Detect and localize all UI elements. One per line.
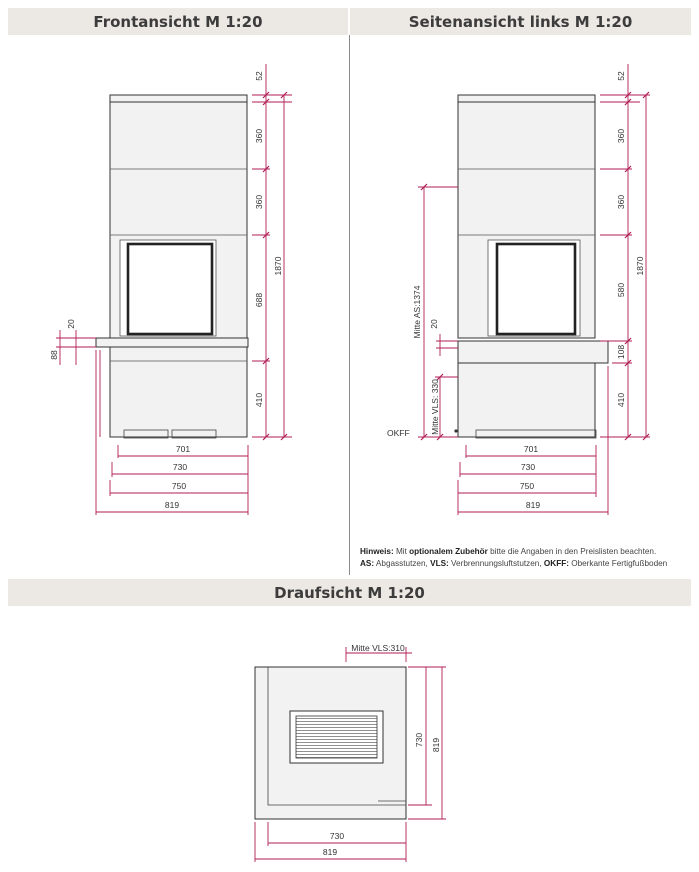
note-okff-text: Oberkante Fertigfußboden [568,559,668,568]
note-text-1: Mit [393,547,410,556]
side-air-center: Mitte VLS: 330 [430,379,440,435]
note-zubehoer: optionalem Zubehör [409,547,488,556]
note-line-1 [360,547,656,556]
side-glass-door [497,244,575,334]
front-height-base: 410 [254,392,264,408]
note-vls-text: Verbrennungsluftstutzen, [448,559,544,568]
side-width-1: 701 [523,444,539,454]
side-height-seg3: 580 [616,282,626,298]
front-view-title: Frontansicht M 1:20 [93,12,263,31]
note-text-2: bitte die Angaben in den Preislisten beachten. [487,547,657,556]
front-shelf [96,338,248,347]
front-view [49,64,292,515]
side-height-base: 410 [616,392,626,408]
top-width-inner: 730 [329,831,345,841]
side-view [387,64,650,515]
front-height-seg2: 360 [254,194,264,210]
note-as: AS: [360,559,375,568]
note-okff: OKFF: [543,559,569,568]
note-vls: VLS: [430,559,449,568]
side-okff-label: OKFF [387,428,410,438]
side-view-title: Seitenansicht links M 1:20 [408,12,633,31]
top-depth-inner: 730 [414,732,424,748]
side-small-dim: 20 [429,319,439,329]
side-width-4: 819 [525,500,541,510]
note-as-text: Abgasstutzen, [374,559,431,568]
side-width-2: 730 [520,462,536,472]
front-left-dim-b: 88 [49,350,59,360]
front-width-3: 750 [171,481,187,491]
side-height-seg2: 360 [616,194,626,210]
top-view-title: Draufsicht M 1:20 [274,583,425,602]
front-base [110,347,247,437]
front-width-2: 730 [172,462,188,472]
note-hinweis: Hinweis: [360,547,394,556]
side-height-seg1: 360 [616,128,626,144]
top-grille [296,716,377,758]
note-line-2 [360,559,667,568]
front-height-total: 1870 [273,256,283,276]
side-flue-center: Mitte AS:1374 [412,285,422,339]
top-width-outer: 819 [322,847,338,857]
side-width-3: 750 [519,481,535,491]
side-height-seg4: 108 [616,344,626,360]
front-glass-door [128,244,212,334]
front-left-dim-a: 20 [66,319,76,329]
front-width-4: 819 [164,500,180,510]
top-depth-outer: 819 [431,737,441,753]
front-width-1: 701 [175,444,191,454]
front-height-seg3: 688 [254,292,264,308]
side-height-top: 52 [616,71,626,81]
top-view [255,643,446,862]
front-top-plate [110,95,247,102]
top-vls-label: Mitte VLS:310 [351,643,405,653]
front-height-top: 52 [254,71,264,81]
front-height-seg1: 360 [254,128,264,144]
side-height-total: 1870 [635,256,645,276]
